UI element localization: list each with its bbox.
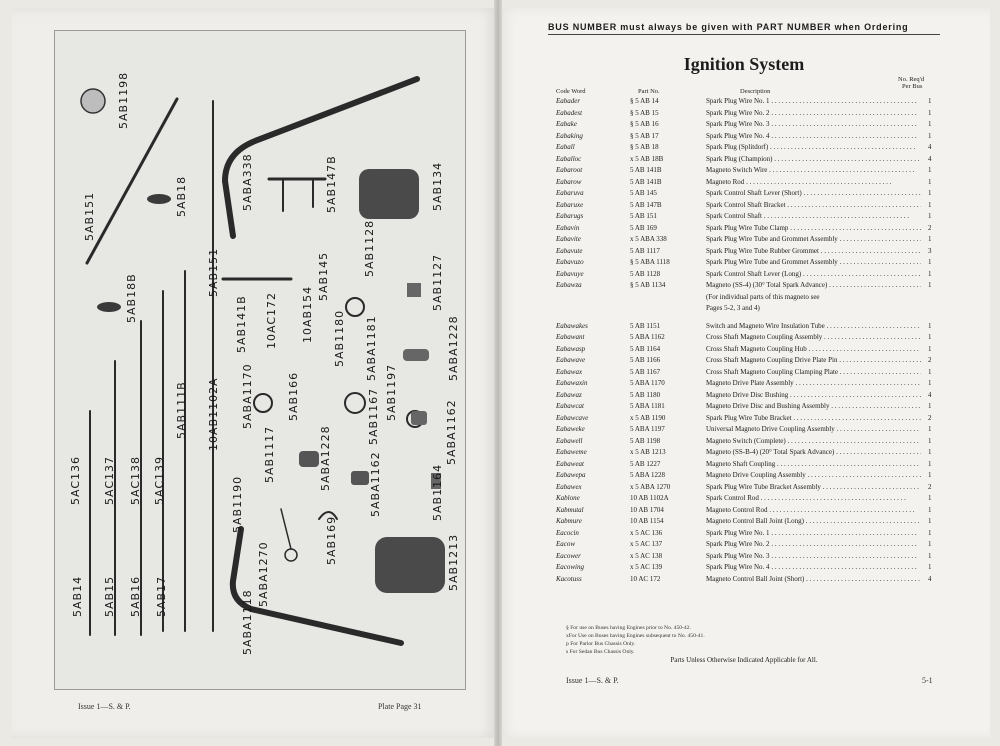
cell-part: 5 AB 1166 — [630, 356, 661, 364]
plate-label: 5AB1127 — [431, 253, 444, 311]
cell-qty: 1 — [928, 551, 932, 560]
plate-label: 5AB18B — [125, 273, 138, 323]
parts-row — [556, 234, 936, 246]
plate-page-number: Plate Page 31 — [378, 702, 422, 711]
cell-code: Eacower — [556, 551, 581, 560]
cell-qty: 1 — [928, 131, 932, 140]
cell-qty: 1 — [928, 425, 932, 433]
cell-qty: 1 — [928, 436, 932, 445]
parts-row — [556, 177, 936, 189]
cell-part: § 5 AB 15 — [630, 108, 659, 117]
parts-row — [556, 142, 936, 154]
plate-label: 10AB1102A — [207, 377, 220, 451]
plate-label: 5AB15 — [103, 575, 116, 617]
cell-code: Eabavuye — [556, 269, 584, 278]
cell-code: Eabaking — [556, 131, 583, 140]
cell-code: Eabader — [556, 97, 581, 105]
cell-qty: 4 — [928, 143, 932, 151]
cell-qty: 1 — [928, 177, 932, 186]
parts-row — [556, 482, 936, 494]
plate-label: 5AB1213 — [447, 533, 460, 591]
cell-qty: 1 — [928, 258, 932, 266]
parts-row — [556, 303, 936, 315]
cell-qty: 1 — [928, 344, 932, 353]
cell-code: Eabavin — [556, 223, 580, 232]
cell-code: Eabavite — [556, 235, 581, 243]
cell-code: Kabmutal — [556, 505, 584, 514]
cell-code: Eabawza — [556, 281, 582, 289]
parts-row — [556, 470, 936, 482]
parts-row — [556, 539, 936, 551]
cell-qty: 1 — [928, 120, 932, 128]
footnotes — [566, 624, 705, 656]
cell-qty: 1 — [928, 269, 932, 278]
cell-desc: Spark Plug Wire No. 4 . . . — [706, 131, 921, 143]
plate-label: 5ABA1162 — [445, 399, 458, 465]
cell-code: Eabawell — [556, 436, 583, 445]
parts-row — [556, 344, 936, 356]
cell-code: Eabawasp — [556, 344, 586, 353]
cell-code: Eabarow — [556, 177, 582, 186]
cell-desc: (For individual parts of this magneto see — [706, 292, 820, 301]
cell-desc: Spark Plug Wire Tube Bracket Assembly . . . — [706, 482, 921, 494]
footnote: xFor Use on Buses having Engines subsequent to No. 450-41. — [566, 633, 705, 639]
column-header-code: Code Word — [556, 88, 586, 95]
cell-code: Kabmure — [556, 517, 582, 525]
parts-plate — [54, 30, 466, 690]
parts-row — [556, 505, 936, 517]
column-header-part: Part No. — [638, 88, 660, 95]
parts-row — [556, 355, 936, 367]
cell-qty: 4 — [928, 154, 932, 163]
cell-code: Eabawakes — [556, 321, 588, 330]
cell-desc: Spark Plug (Champion) . . . — [706, 154, 921, 166]
cell-qty: 1 — [928, 505, 932, 514]
plate-label: 5AB1164 — [431, 463, 444, 521]
issue-label: Issue 1—S. & P. — [78, 702, 131, 711]
parts-row — [556, 551, 936, 563]
plate-label: 5ABA338 — [241, 153, 254, 211]
parts-row — [556, 516, 936, 528]
plate-label: 5AC138 — [129, 455, 142, 505]
spark-plug — [147, 194, 171, 204]
parts-row — [556, 131, 936, 143]
cell-part: 5 AB 1128 — [630, 269, 661, 278]
cell-code: Eabawcave — [556, 413, 589, 422]
plate-label: 5AB111B — [175, 381, 188, 439]
cell-part: 5 ABA 1162 — [630, 333, 665, 341]
ordering-notice: BUS NUMBER must always be given with PART NUMBER when Ordering — [548, 22, 940, 35]
plate-label: 5AB17 — [155, 575, 168, 617]
cell-part: 5 AB 141B — [630, 177, 662, 186]
magneto — [359, 169, 419, 219]
plate-label: 5AB134 — [431, 161, 444, 211]
cell-code: Eabavute — [556, 246, 583, 255]
plate-label: 5AB166 — [287, 371, 300, 421]
cell-code: Kablone — [556, 494, 580, 502]
cell-code: Eabaruva — [556, 189, 584, 197]
plate-label: 5AC137 — [103, 455, 116, 505]
cell-part: x 5 AB 1213 — [630, 448, 666, 456]
book-gutter — [494, 0, 502, 746]
footnote: § For use on Buses having Engines prior to No. 450-42. — [566, 625, 691, 631]
cell-part: 10 AB 1154 — [630, 517, 664, 525]
cell-desc: Spark Control Shaft Lever (Short) . . . — [706, 188, 921, 200]
cell-desc: Pages 5-2, 3 and 4) — [706, 304, 760, 312]
cell-qty: 1 — [928, 448, 932, 456]
cell-qty: 1 — [928, 459, 932, 468]
cell-code: Eabawave — [556, 356, 586, 364]
cell-code: Eabawex — [556, 482, 582, 491]
cell-desc: Spark Plug Wire Tube and Grommet Assembly . . . — [706, 257, 921, 269]
cell-qty: 4 — [928, 390, 932, 399]
cell-desc: Spark Control Rod . . . — [706, 493, 921, 505]
plate-label: 5AB1197 — [385, 363, 398, 421]
cell-qty: 2 — [928, 482, 932, 491]
cell-part: 5 ABA 1181 — [630, 402, 665, 410]
cell-qty: 1 — [928, 166, 932, 174]
cell-code: Eabavuzo — [556, 258, 584, 266]
cell-code: Eabaweat — [556, 459, 584, 468]
parts-row — [556, 108, 936, 120]
cell-desc: Spark Plug Wire Tube Rubber Grommet . . . — [706, 246, 921, 258]
cell-part: x 5 AB 18B — [630, 154, 664, 163]
cell-desc: Magneto Drive Disc and Bushing Assembly . . . — [706, 401, 921, 413]
cell-desc: Magneto Shaft Coupling . . . — [706, 459, 921, 471]
column-header-qty-line1: No. Req'd — [898, 76, 925, 83]
cell-desc: Magneto (SS-4) (30° Total Spark Advance) . . . — [706, 280, 921, 292]
cell-part: 5 AB 1151 — [630, 321, 661, 330]
parts-table — [556, 96, 936, 585]
cell-code: Eabawepa — [556, 471, 586, 479]
cell-desc: Spark Plug (Splitdorf) . . . — [706, 142, 921, 154]
parts-row — [556, 367, 936, 379]
footnote: p For Parlor Bus Chassis Only. — [566, 641, 636, 647]
cell-part: 5 AB 147B — [630, 200, 662, 209]
magneto — [375, 537, 445, 593]
issue-label: Issue 1—S. & P. — [566, 676, 619, 685]
cell-code: Eabake — [556, 120, 577, 128]
parts-row — [556, 390, 936, 402]
cell-qty: 1 — [928, 402, 932, 410]
cell-qty: 1 — [928, 494, 932, 502]
cell-part: 5 AB 1117 — [630, 246, 660, 255]
plate-label: 5AB16 — [129, 575, 142, 617]
cell-part: x 5 ABA 1270 — [630, 482, 671, 491]
parts-row — [556, 493, 936, 505]
spark-plug — [97, 302, 121, 312]
plate-label: 5AB1117 — [263, 425, 276, 483]
parts-row — [556, 211, 936, 223]
parts-row — [556, 528, 936, 540]
cell-part: 5 AB 1198 — [630, 436, 661, 445]
cell-qty: 3 — [928, 246, 932, 255]
cell-code: Eabarugs — [556, 212, 584, 220]
plate-label: 5ABA1181 — [365, 315, 378, 381]
parts-row — [556, 321, 936, 333]
parts-row — [556, 154, 936, 166]
cell-desc: Cross Shaft Magneto Coupling Assembly . . . — [706, 332, 921, 344]
cell-code: Eabawant — [556, 333, 585, 341]
cell-qty: 1 — [928, 563, 932, 571]
cell-part: § 5 ABA 1118 — [630, 258, 670, 266]
cell-part: x 5 AC 138 — [630, 551, 663, 560]
cell-part: 10 AC 172 — [630, 574, 661, 583]
cell-qty: 1 — [928, 471, 932, 479]
footnote: s For Sedan Bus Chassis Only. — [566, 649, 635, 655]
cell-desc: Magneto Drive Disc Bushing . . . — [706, 390, 921, 402]
plate-label: 10AC172 — [265, 291, 278, 349]
plate-label: 5AB141B — [235, 295, 248, 353]
cell-part: x 5 ABA 338 — [630, 235, 667, 243]
cell-desc: Magneto Drive Coupling Assembly . . . — [706, 470, 921, 482]
cell-desc: Magneto Control Rod . . . — [706, 505, 921, 517]
cell-desc: Spark Plug Wire No. 1 . . . — [706, 96, 921, 108]
parts-row — [556, 280, 936, 292]
cell-desc: Spark Control Shaft Lever (Long) . . . — [706, 269, 921, 281]
cell-qty: 1 — [928, 189, 932, 197]
plate-label: 5ABA1228 — [319, 425, 332, 491]
cell-qty: 4 — [928, 574, 932, 583]
cell-code: Eacow — [556, 540, 576, 548]
parts-row — [556, 424, 936, 436]
cell-desc: Switch and Magneto Wire Insulation Tube . . . — [706, 321, 921, 333]
cell-qty: 1 — [928, 528, 932, 537]
cell-code: Eabaweke — [556, 425, 585, 433]
cell-desc: Spark Plug Wire Tube Clamp . . . — [706, 223, 921, 235]
parts-row — [556, 459, 936, 471]
plate-label: 5AB1180 — [333, 309, 346, 367]
plate-label: 5AB1190 — [231, 475, 244, 533]
cell-qty: 2 — [928, 413, 932, 422]
plate-label: 5AC139 — [153, 455, 166, 505]
cell-qty: 2 — [928, 223, 932, 232]
cell-code: Eabawaz — [556, 390, 582, 399]
cell-desc: Spark Plug Wire No. 2 . . . — [706, 539, 921, 551]
cell-qty: 1 — [928, 379, 932, 387]
cell-part: 10 AB 1102A — [630, 494, 669, 502]
plate-label: 5AB151 — [83, 191, 96, 241]
parts-row — [556, 413, 936, 425]
parts-row — [556, 96, 936, 108]
cell-part: x 5 AC 137 — [630, 540, 663, 548]
cell-part: 5 AB 1167 — [630, 367, 661, 376]
parts-row — [556, 257, 936, 269]
cell-part: § 5 AB 17 — [630, 131, 659, 140]
plate-label: 5ABA1118 — [241, 589, 254, 655]
parts-row — [556, 269, 936, 281]
cell-part: § 5 AB 1134 — [630, 281, 666, 289]
cell-desc: Spark Plug Wire No. 2 . . . — [706, 108, 921, 120]
cell-desc: Spark Plug Wire No. 3 . . . — [706, 551, 921, 563]
parts-row — [556, 165, 936, 177]
plate-label: 5ABA1270 — [257, 541, 270, 607]
parts-row — [556, 292, 936, 304]
parts-row — [556, 119, 936, 131]
cell-desc: Magneto Control Ball Joint (Long) . . . — [706, 516, 921, 528]
cell-part: 5 AB 1180 — [630, 390, 661, 399]
cell-code: Eacowing — [556, 563, 584, 571]
cell-part: 5 AB 141B — [630, 166, 662, 174]
cell-qty: 1 — [928, 212, 932, 220]
cell-part: 5 AB 1227 — [630, 459, 661, 468]
page-number: 5-1 — [922, 676, 933, 685]
cell-code: Eabawax — [556, 367, 583, 376]
cell-code: Eabawcat — [556, 402, 584, 410]
cell-qty: 1 — [928, 281, 932, 289]
cell-part: 5 AB 169 — [630, 223, 657, 232]
plate-label: 5AB14 — [71, 575, 84, 617]
plate-label: 5ABA1162 — [369, 451, 382, 517]
cell-desc: Spark Plug Wire No. 1 . . . — [706, 528, 921, 540]
parts-row — [556, 246, 936, 258]
cell-desc: Spark Control Shaft Bracket . . . — [706, 200, 921, 212]
cell-part: § 5 AB 18 — [630, 143, 659, 151]
parts-row — [556, 436, 936, 448]
cell-part: § 5 AB 14 — [630, 97, 659, 105]
cell-qty: 1 — [928, 540, 932, 548]
parts-row — [556, 447, 936, 459]
plate-label: 5ABA1228 — [447, 315, 460, 381]
cell-qty: 1 — [928, 367, 932, 376]
cell-qty: 1 — [928, 517, 932, 525]
plate-label: 5AC136 — [69, 455, 82, 505]
cell-desc: Spark Plug Wire Tube Bracket . . . — [706, 413, 921, 425]
cell-qty: 2 — [928, 356, 932, 364]
cell-part: 5 ABA 1197 — [630, 425, 665, 433]
cell-part: 5 AB 1164 — [630, 344, 661, 353]
cell-desc: Magneto Drive Plate Assembly . . . — [706, 378, 921, 390]
cell-code: Eabaruxe — [556, 200, 584, 209]
cell-desc: Spark Plug Wire Tube and Grommet Assembly . . . — [706, 234, 921, 246]
cell-code: Eacocin — [556, 528, 579, 537]
cell-desc: Magneto Switch Wire . . . — [706, 165, 921, 177]
cell-part: 5 AB 151 — [630, 212, 657, 220]
parts-row — [556, 188, 936, 200]
cell-qty: 1 — [928, 108, 932, 117]
plate-label: 10AB154 — [301, 285, 314, 343]
cell-part: x 5 AB 1190 — [630, 413, 666, 422]
plate-label: 5AB151 — [207, 247, 220, 297]
applicability-note: Parts Unless Otherwise Indicated Applicable for All. — [670, 656, 818, 664]
cell-code: Eabadest — [556, 108, 583, 117]
plate-label: 5AB18 — [175, 175, 188, 217]
cell-desc: Magneto Control Ball Joint (Short) . . . — [706, 574, 921, 586]
plate-label: 5ABA1170 — [241, 363, 254, 429]
cell-code: Eabaroot — [556, 166, 583, 174]
cell-part: 5 ABA 1228 — [630, 471, 666, 479]
cell-qty: 1 — [928, 333, 932, 341]
parts-row — [556, 574, 936, 586]
plate-label: 5AB1167 — [367, 387, 380, 445]
column-header-description: Description — [740, 88, 771, 95]
parts-row — [556, 562, 936, 574]
cell-desc: Magneto (SS-B-4) (20° Total Spark Advance) . . . — [706, 447, 921, 459]
cell-qty: 1 — [928, 235, 932, 243]
rod-part — [87, 99, 177, 263]
plate-label: 5AB1198 — [117, 71, 130, 129]
switch-part — [81, 89, 105, 113]
cell-qty: 1 — [928, 97, 932, 105]
parts-row — [556, 378, 936, 390]
cell-desc: Spark Control Shaft . . . — [706, 211, 921, 223]
column-header-qty-line2: Per Bus — [902, 83, 923, 90]
cell-code: Eaballoc — [556, 154, 582, 163]
plate-label: 5AB1128 — [363, 219, 376, 277]
cell-part: 5 AB 145 — [630, 189, 657, 197]
cell-desc: Magneto Switch (Complete) . . . — [706, 436, 921, 448]
cell-code: Eaball — [556, 143, 575, 151]
parts-row — [556, 223, 936, 235]
plate-label: 5AB145 — [317, 251, 330, 301]
cell-desc: Magneto Rod . . . — [706, 177, 921, 189]
cell-part: § 5 AB 16 — [630, 120, 659, 128]
cell-desc: Spark Plug Wire No. 3 . . . — [706, 119, 921, 131]
cell-code: Eabaweme — [556, 448, 587, 456]
cell-desc: Cross Shaft Magneto Coupling Clamping Plate . . . — [706, 367, 921, 379]
cell-qty: 1 — [928, 200, 932, 209]
cell-desc: Universal Magneto Drive Coupling Assembly . . . — [706, 424, 921, 436]
plate-label: 5AB169 — [325, 515, 338, 565]
cell-qty: 1 — [928, 321, 932, 330]
cell-code: Eabawaxin — [556, 379, 588, 387]
parts-row — [556, 401, 936, 413]
cell-desc: Cross Shaft Magneto Coupling Hub . . . — [706, 344, 921, 356]
cell-part: 5 ABA 1170 — [630, 379, 665, 387]
cell-part: 10 AB 1704 — [630, 505, 664, 514]
cell-desc: Spark Plug Wire No. 4 . . . — [706, 562, 921, 574]
cell-part: x 5 AC 136 — [630, 528, 663, 537]
page-title: Ignition System — [683, 54, 805, 74]
parts-row — [556, 332, 936, 344]
cell-code: Kacotuss — [556, 574, 582, 583]
cell-desc: Cross Shaft Magneto Coupling Drive Plate Pin . . . — [706, 355, 921, 367]
cell-part: x 5 AC 139 — [630, 563, 663, 571]
parts-row — [556, 200, 936, 212]
plate-label: 5AB147B — [325, 155, 338, 213]
